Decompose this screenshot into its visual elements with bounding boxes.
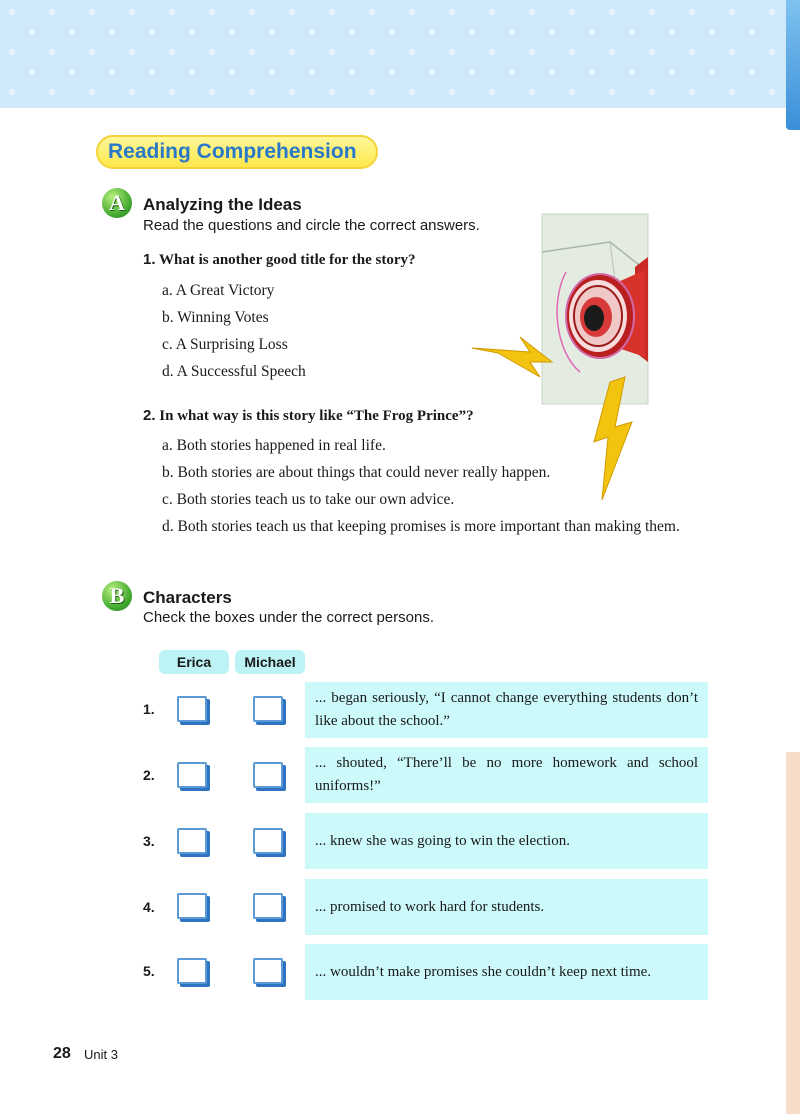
- page-number: 28: [53, 1045, 71, 1062]
- unit-label: Unit 3: [84, 1047, 118, 1062]
- statement-text: ... knew she was going to win the election.: [315, 832, 570, 849]
- question-number: 1.: [143, 251, 156, 268]
- checkbox-michael-2[interactable]: [253, 762, 283, 788]
- column-header-michael: Michael: [235, 650, 305, 674]
- answer-option[interactable]: b. Both stories are about things that could never really happen.: [162, 464, 551, 481]
- checkbox-michael-3[interactable]: [253, 828, 283, 854]
- checkbox-erica-3[interactable]: [177, 828, 207, 854]
- page-edge-tab-bottom: [786, 752, 800, 1114]
- question-1: [143, 251, 416, 269]
- statement-text: ... began seriously, “I cannot change everything students don’t like about the school.”: [315, 690, 698, 729]
- row-number: 2.: [143, 767, 155, 783]
- section-b-instruction: Check the boxes under the correct persons.: [143, 609, 434, 626]
- section-b-title: Characters: [143, 588, 232, 607]
- answer-option[interactable]: b. Winning Votes: [162, 309, 269, 326]
- answer-option[interactable]: a. A Great Victory: [162, 282, 275, 299]
- statement-text: ... shouted, “There’ll be no more homework and school uniforms!”: [315, 755, 698, 794]
- row-number: 1.: [143, 701, 155, 717]
- statement-3: [305, 813, 708, 869]
- answer-option[interactable]: d. Both stories teach us that keeping promises is more important than making them.: [162, 518, 680, 535]
- section-a-title: Analyzing the Ideas: [143, 195, 302, 214]
- section-b-badge: B: [102, 581, 132, 611]
- statement-5: [305, 944, 708, 1000]
- megaphone-illustration: [470, 212, 650, 512]
- checkbox-erica-2[interactable]: [177, 762, 207, 788]
- statement-text: ... promised to work hard for students.: [315, 898, 545, 915]
- row-number: 3.: [143, 833, 155, 849]
- page-edge-tab-top: [786, 0, 800, 130]
- statement-1: [305, 682, 708, 738]
- section-a-instruction: Read the questions and circle the correct answers.: [143, 217, 480, 234]
- question-number: 2.: [143, 407, 156, 424]
- answer-option[interactable]: d. A Successful Speech: [162, 363, 306, 380]
- statement-4: [305, 879, 708, 935]
- column-header-erica: Erica: [159, 650, 229, 674]
- checkbox-erica-5[interactable]: [177, 958, 207, 984]
- checkbox-michael-5[interactable]: [253, 958, 283, 984]
- checkbox-erica-4[interactable]: [177, 893, 207, 919]
- statement-2: [305, 747, 708, 803]
- checkbox-erica-1[interactable]: [177, 696, 207, 722]
- question-2: [143, 407, 474, 425]
- question-text: In what way is this story like “The Frog Prince”?: [159, 408, 474, 424]
- row-number: 5.: [143, 963, 155, 979]
- answer-option[interactable]: a. Both stories happened in real life.: [162, 437, 386, 454]
- checkbox-michael-4[interactable]: [253, 893, 283, 919]
- section-a-badge: A: [102, 188, 132, 218]
- answer-option[interactable]: c. A Surprising Loss: [162, 336, 288, 353]
- question-text: What is another good title for the story?: [159, 252, 416, 268]
- row-number: 4.: [143, 899, 155, 915]
- statement-text: ... wouldn’t make promises she couldn’t keep next time.: [315, 963, 652, 980]
- answer-option[interactable]: c. Both stories teach us to take our own advice.: [162, 491, 455, 508]
- checkbox-michael-1[interactable]: [253, 696, 283, 722]
- header-pattern-band: [0, 0, 786, 108]
- section-banner: Reading Comprehension: [96, 135, 378, 169]
